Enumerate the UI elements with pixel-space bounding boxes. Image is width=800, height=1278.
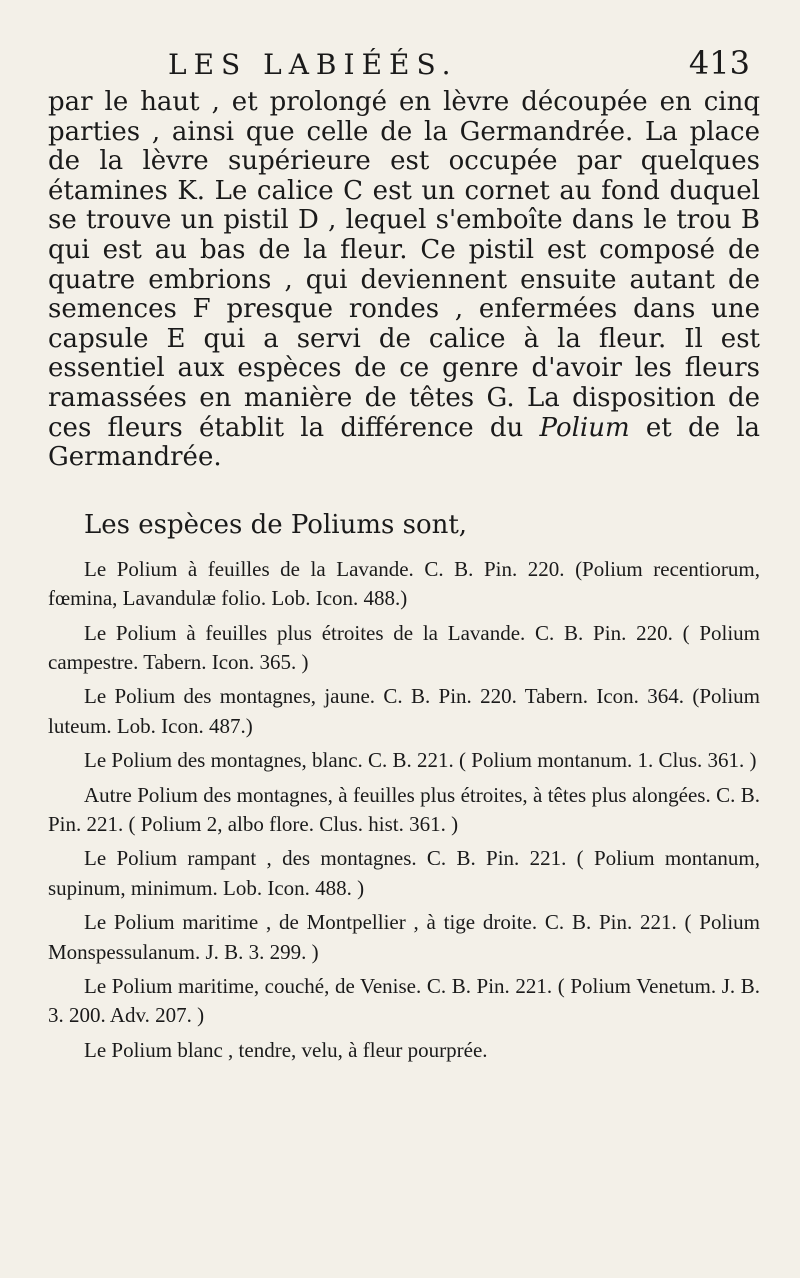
paragraph-italic-term: Polium [539,412,630,443]
species-heading: Les espèces de Poliums sont, [84,509,468,540]
running-title: LES LABIÉÉS. [168,48,458,81]
species-entry: Le Polium rampant , des montagnes. C. B. Pin. 221. ( Polium montanum, supinum, minimum. Lob. Icon. 488. ) [48,846,760,900]
species-entry: Le Polium des montagnes, jaune. C. B. Pin. 220. Tabern. Icon. 364. (Polium luteum. Lob. Icon. 487.) [48,684,760,738]
paragraph-text-before: par le haut , et prolongé en lèvre découpée en cinq parties , ainsi que celle de la Germandrée. La place de la lèvre supérieure est occupée par quelques étamines K. Le calice C est un cornet au fond duquel se trouve un pistil D , lequel s'emboîte dans le trou B qui est au bas de la fleur. Ce pistil est composé de quatre embrions , qui deviennent ensuite autant de semences F presque rondes , enfermées dans une capsule E qui a servi de calice à la fleur. Il est essentiel aux espèces de ce genre d'avoir les fleurs ramassées en manière de têtes G. La disposition de ces fleurs établit la différence du [48,87,760,443]
species-entry: Le Polium blanc , tendre, velu, à fleur pourprée. [84,1037,488,1062]
species-entry: Le Polium à feuilles plus étroites de la Lavande. C. B. Pin. 220. ( Polium campestre. Tabern. Icon. 365. ) [48,620,760,674]
species-list [48,555,760,1066]
paragraph-text-after: et de la Germandrée. [48,412,761,473]
species-entry: Le Polium maritime , de Montpellier , à tige droite. C. B. Pin. 221. ( Polium Monspessulanum. J. B. 3. 299. ) [48,910,760,964]
species-entry: Autre Polium des montagnes, à feuilles plus étroites, à têtes plus alongées. C. B. Pin. 221. ( Polium 2, albo flore. Clus. hist. 361. ) [48,782,760,836]
intro-paragraph [48,88,760,473]
species-entry: Le Polium à feuilles de la Lavande. C. B. Pin. 220. (Polium recentiorum, fœmina, Lavandulæ folio. Lob. Icon. 488.) [48,556,760,611]
species-entry: Le Polium maritime, couché, de Venise. C. B. Pin. 221. ( Polium Venetum. J. B. 3. 200. Adv. 207. ) [48,974,760,1028]
page-number: 413 [688,44,750,82]
species-entry: Le Polium des montagnes, blanc. C. B. 221. ( Polium montanum. 1. Clus. 361. ) [84,748,757,773]
page-header [48,44,760,82]
